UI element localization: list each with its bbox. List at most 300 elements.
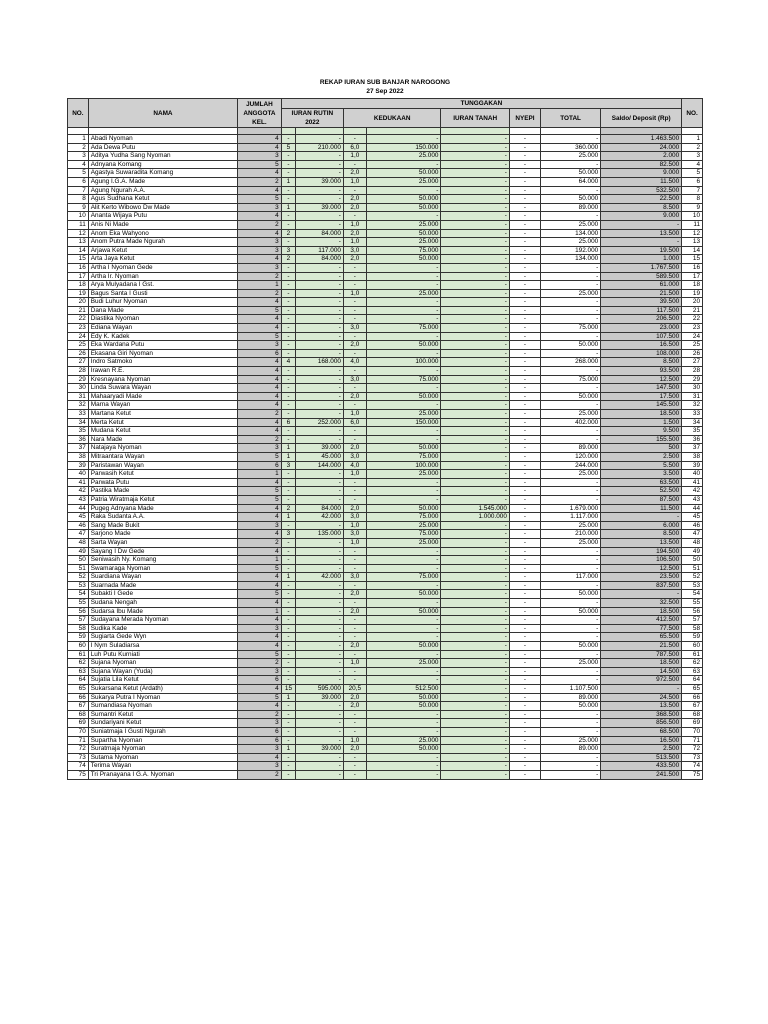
table-row	[68, 452, 703, 461]
cell-total: 360.000	[541, 143, 601, 152]
cell-kedukaan-count: -	[343, 306, 366, 315]
cell-total: -	[541, 281, 601, 290]
cell-nama: Agus Sudhana Ketut	[88, 195, 237, 204]
cell-no: 11	[68, 220, 89, 229]
table-row	[68, 358, 703, 367]
cell-jumlah: 1	[238, 281, 282, 290]
cell-saldo: -	[601, 513, 682, 522]
cell-total: -	[541, 384, 601, 393]
cell-no-right: 63	[682, 667, 703, 676]
cell-iuran-rutin-count: -	[281, 315, 296, 324]
cell-jumlah: 4	[238, 702, 282, 711]
cell-iuran-tanah: -	[441, 727, 509, 736]
cell-iuran-tanah: 1.000.000	[441, 513, 509, 522]
cell-jumlah: 4	[238, 315, 282, 324]
cell-iuran-tanah: -	[441, 650, 509, 659]
cell-saldo: 32.500	[601, 599, 682, 608]
cell-kedukaan-count: 3,0	[343, 513, 366, 522]
cell-kedukaan-count: 1,0	[343, 470, 366, 479]
cell-no-right: 48	[682, 538, 703, 547]
cell-iuran-rutin-amount: -	[296, 195, 344, 204]
cell-no-right: 33	[682, 410, 703, 419]
cell-saldo: 23.000	[601, 324, 682, 333]
cell-saldo: 16.500	[601, 341, 682, 350]
cell-saldo: 117.500	[601, 306, 682, 315]
cell-kedukaan-count: -	[343, 435, 366, 444]
cell-saldo: 13.500	[601, 229, 682, 238]
cell-nyepi: -	[509, 616, 540, 625]
cell-nyepi: -	[509, 685, 540, 694]
cell-jumlah: 4	[238, 401, 282, 410]
cell-kedukaan-count: -	[343, 315, 366, 324]
cell-nyepi: -	[509, 392, 540, 401]
cell-jumlah: 3	[238, 762, 282, 771]
cell-iuran-rutin-amount: 42.000	[296, 513, 344, 522]
cell-saldo: 513.500	[601, 753, 682, 762]
cell-kedukaan-count: 2,0	[343, 745, 366, 754]
cell-kedukaan-amount: 25.000	[366, 152, 441, 161]
cell-nyepi: -	[509, 461, 540, 470]
cell-jumlah: 1	[238, 607, 282, 616]
cell-saldo: 61.000	[601, 281, 682, 290]
cell-iuran-tanah: -	[441, 410, 509, 419]
cell-iuran-rutin-count: -	[281, 538, 296, 547]
cell-nama: Supartha Nyoman	[88, 736, 237, 745]
cell-kedukaan-amount: 25.000	[366, 289, 441, 298]
cell-nyepi: -	[509, 762, 540, 771]
cell-iuran-rutin-amount: -	[296, 590, 344, 599]
cell-kedukaan-count: 3,0	[343, 452, 366, 461]
cell-iuran-tanah: -	[441, 478, 509, 487]
cell-jumlah: 4	[238, 418, 282, 427]
cell-iuran-tanah: -	[441, 418, 509, 427]
cell-nama: Sudayana Merada Nyoman	[88, 616, 237, 625]
cell-iuran-tanah: -	[441, 667, 509, 676]
header-no: NO.	[68, 99, 89, 128]
cell-no: 65	[68, 685, 89, 694]
cell-no: 64	[68, 676, 89, 685]
cell-nyepi: -	[509, 246, 540, 255]
cell-nyepi: -	[509, 186, 540, 195]
cell-iuran-tanah: -	[441, 642, 509, 651]
cell-total: 50.000	[541, 607, 601, 616]
cell-jumlah: 4	[238, 324, 282, 333]
cell-jumlah: 2	[238, 659, 282, 668]
cell-no: 3	[68, 152, 89, 161]
cell-kedukaan-count: 3,0	[343, 530, 366, 539]
cell-total: -	[541, 332, 601, 341]
cell-nyepi: -	[509, 263, 540, 272]
cell-no-right: 23	[682, 324, 703, 333]
cell-total: 64.000	[541, 177, 601, 186]
cell-iuran-tanah: -	[441, 152, 509, 161]
cell-iuran-rutin-count: -	[281, 616, 296, 625]
cell-nyepi: -	[509, 693, 540, 702]
cell-nyepi: -	[509, 590, 540, 599]
cell-saldo: 9.500	[601, 427, 682, 436]
cell-total: -	[541, 710, 601, 719]
cell-no-right: 52	[682, 573, 703, 582]
cell-saldo: 24.500	[601, 693, 682, 702]
cell-no-right: 5	[682, 169, 703, 178]
cell-iuran-rutin-count: -	[281, 727, 296, 736]
cell-no: 16	[68, 263, 89, 272]
cell-kedukaan-count: 2,0	[343, 702, 366, 711]
cell-no-right: 31	[682, 392, 703, 401]
cell-no: 50	[68, 556, 89, 565]
cell-jumlah: 3	[238, 263, 282, 272]
cell-nyepi: -	[509, 642, 540, 651]
cell-nama: Linda Suwara Wayan	[88, 384, 237, 393]
cell-no: 44	[68, 504, 89, 513]
cell-no: 73	[68, 753, 89, 762]
cell-total: 117.000	[541, 573, 601, 582]
cell-iuran-rutin-amount: -	[296, 702, 344, 711]
cell-no-right: 58	[682, 624, 703, 633]
cell-iuran-rutin-count: -	[281, 770, 296, 779]
cell-jumlah: 5	[238, 195, 282, 204]
cell-iuran-rutin-amount: -	[296, 315, 344, 324]
cell-nama: Sang Made Bukit	[88, 521, 237, 530]
cell-total: -	[541, 770, 601, 779]
cell-no-right: 13	[682, 238, 703, 247]
cell-no-right: 73	[682, 753, 703, 762]
cell-jumlah: 4	[238, 504, 282, 513]
cell-total: -	[541, 624, 601, 633]
cell-nyepi: -	[509, 212, 540, 221]
cell-nama: Anom Putra Made Ngurah	[88, 238, 237, 247]
cell-iuran-rutin-count: -	[281, 272, 296, 281]
cell-iuran-rutin-count: -	[281, 599, 296, 608]
cell-kedukaan-count: -	[343, 753, 366, 762]
cell-nama: Diastika Nyoman	[88, 315, 237, 324]
cell-nyepi: -	[509, 659, 540, 668]
cell-kedukaan-amount: -	[366, 727, 441, 736]
cell-nama: Subakti I Gede	[88, 590, 237, 599]
cell-jumlah: 4	[238, 392, 282, 401]
cell-no-right: 68	[682, 710, 703, 719]
cell-iuran-rutin-amount: -	[296, 470, 344, 479]
cell-no-right: 42	[682, 487, 703, 496]
cell-no-right: 56	[682, 607, 703, 616]
cell-iuran-rutin-amount: -	[296, 263, 344, 272]
cell-no: 24	[68, 332, 89, 341]
cell-total: -	[541, 581, 601, 590]
cell-jumlah: 3	[238, 238, 282, 247]
cell-iuran-rutin-amount: -	[296, 633, 344, 642]
cell-no: 23	[68, 324, 89, 333]
header-kedukaan: KEDUKAAN	[343, 109, 441, 128]
cell-iuran-rutin-count: -	[281, 521, 296, 530]
cell-nama: Indro Satmoko	[88, 358, 237, 367]
cell-iuran-rutin-amount: 117.000	[296, 246, 344, 255]
table-row	[68, 667, 703, 676]
cell-iuran-rutin-count: -	[281, 487, 296, 496]
table-row	[68, 135, 703, 144]
cell-iuran-rutin-amount: -	[296, 753, 344, 762]
cell-iuran-rutin-count: 2	[281, 255, 296, 264]
cell-jumlah: 4	[238, 581, 282, 590]
cell-total: -	[541, 478, 601, 487]
cell-no-right: 8	[682, 195, 703, 204]
table-row	[68, 263, 703, 272]
cell-nama: Sujana Nyoman	[88, 659, 237, 668]
cell-iuran-rutin-amount: -	[296, 710, 344, 719]
cell-nama: Ekasana Giri Nyoman	[88, 349, 237, 358]
cell-kedukaan-amount: 50.000	[366, 392, 441, 401]
cell-no-right: 75	[682, 770, 703, 779]
cell-nyepi: -	[509, 332, 540, 341]
cell-iuran-tanah: -	[441, 392, 509, 401]
cell-kedukaan-amount: -	[366, 263, 441, 272]
cell-nama: Merta Ketut	[88, 418, 237, 427]
cell-total: 89.000	[541, 203, 601, 212]
cell-saldo: 155.500	[601, 435, 682, 444]
cell-kedukaan-count: -	[343, 719, 366, 728]
cell-kedukaan-amount: 25.000	[366, 659, 441, 668]
cell-kedukaan-amount: -	[366, 212, 441, 221]
cell-kedukaan-amount: 25.000	[366, 410, 441, 419]
cell-iuran-rutin-count: -	[281, 324, 296, 333]
cell-jumlah: 2	[238, 770, 282, 779]
cell-no-right: 16	[682, 263, 703, 272]
cell-iuran-rutin-count: -	[281, 633, 296, 642]
cell-iuran-rutin-count: -	[281, 719, 296, 728]
cell-kedukaan-count: -	[343, 384, 366, 393]
cell-saldo: 11.500	[601, 177, 682, 186]
cell-iuran-rutin-amount: -	[296, 341, 344, 350]
cell-nama: Mudana Ketut	[88, 427, 237, 436]
spacer-row	[68, 128, 703, 135]
cell-iuran-rutin-count: -	[281, 367, 296, 376]
cell-iuran-rutin-amount: 39.000	[296, 693, 344, 702]
cell-iuran-rutin-count: -	[281, 470, 296, 479]
cell-jumlah: 4	[238, 298, 282, 307]
cell-nama: Ada Dewa Putu	[88, 143, 237, 152]
cell-no: 68	[68, 710, 89, 719]
cell-no: 2	[68, 143, 89, 152]
cell-iuran-rutin-count: -	[281, 160, 296, 169]
cell-no: 1	[68, 135, 89, 144]
cell-iuran-rutin-amount: 42.000	[296, 573, 344, 582]
cell-kedukaan-amount: -	[366, 384, 441, 393]
cell-iuran-tanah: -	[441, 685, 509, 694]
cell-no: 55	[68, 599, 89, 608]
cell-total: -	[541, 547, 601, 556]
cell-no: 72	[68, 745, 89, 754]
cell-nama: Parwasih Ketut	[88, 470, 237, 479]
cell-no: 66	[68, 693, 89, 702]
cell-kedukaan-amount: -	[366, 281, 441, 290]
cell-saldo: 9.000	[601, 212, 682, 221]
cell-no-right: 15	[682, 255, 703, 264]
cell-jumlah: 4	[238, 573, 282, 582]
cell-no: 33	[68, 410, 89, 419]
cell-kedukaan-count: 2,0	[343, 444, 366, 453]
cell-iuran-tanah: -	[441, 444, 509, 453]
cell-jumlah: 5	[238, 306, 282, 315]
cell-no: 38	[68, 452, 89, 461]
cell-no-right: 61	[682, 650, 703, 659]
table-row	[68, 332, 703, 341]
cell-kedukaan-count: -	[343, 762, 366, 771]
cell-kedukaan-count: 2,0	[343, 169, 366, 178]
table-row	[68, 341, 703, 350]
cell-no: 56	[68, 607, 89, 616]
cell-no-right: 21	[682, 306, 703, 315]
cell-total: 50.000	[541, 392, 601, 401]
cell-jumlah: 4	[238, 384, 282, 393]
cell-iuran-rutin-count: -	[281, 547, 296, 556]
cell-iuran-rutin-amount: -	[296, 289, 344, 298]
cell-iuran-rutin-amount: 39.000	[296, 745, 344, 754]
cell-nama: Sudika Kade	[88, 624, 237, 633]
cell-nyepi: -	[509, 547, 540, 556]
table-row	[68, 599, 703, 608]
cell-iuran-rutin-count: -	[281, 384, 296, 393]
cell-no-right: 40	[682, 470, 703, 479]
cell-no: 74	[68, 762, 89, 771]
cell-kedukaan-count: -	[343, 495, 366, 504]
cell-iuran-rutin-count: -	[281, 435, 296, 444]
cell-iuran-rutin-count: -	[281, 401, 296, 410]
cell-kedukaan-amount: 75.000	[366, 573, 441, 582]
cell-nyepi: -	[509, 341, 540, 350]
cell-iuran-rutin-amount: 595.000	[296, 685, 344, 694]
table-row	[68, 160, 703, 169]
cell-no-right: 72	[682, 745, 703, 754]
table-row	[68, 246, 703, 255]
cell-kedukaan-count: 2,0	[343, 590, 366, 599]
cell-kedukaan-amount: 25.000	[366, 470, 441, 479]
cell-no-right: 39	[682, 461, 703, 470]
cell-kedukaan-count: -	[343, 616, 366, 625]
cell-iuran-rutin-amount: 84.000	[296, 229, 344, 238]
cell-nama: Parwata Putu	[88, 478, 237, 487]
cell-iuran-rutin-count: -	[281, 650, 296, 659]
cell-no-right: 12	[682, 229, 703, 238]
cell-no: 20	[68, 298, 89, 307]
cell-kedukaan-amount: -	[366, 478, 441, 487]
cell-kedukaan-amount: -	[366, 332, 441, 341]
cell-saldo: 11.500	[601, 504, 682, 513]
table-row	[68, 564, 703, 573]
cell-kedukaan-amount: -	[366, 599, 441, 608]
cell-iuran-rutin-count: -	[281, 341, 296, 350]
cell-kedukaan-count: 2,0	[343, 693, 366, 702]
cell-iuran-tanah: -	[441, 461, 509, 470]
cell-iuran-rutin-count: 1	[281, 177, 296, 186]
cell-nyepi: -	[509, 624, 540, 633]
cell-iuran-tanah: -	[441, 384, 509, 393]
header-nyepi: NYEPI	[509, 109, 540, 128]
cell-total: -	[541, 315, 601, 324]
cell-iuran-tanah: -	[441, 195, 509, 204]
cell-total: -	[541, 427, 601, 436]
cell-iuran-rutin-count: 15	[281, 685, 296, 694]
cell-no: 60	[68, 642, 89, 651]
cell-kedukaan-count: -	[343, 650, 366, 659]
cell-kedukaan-amount: -	[366, 633, 441, 642]
cell-total: 25.000	[541, 521, 601, 530]
cell-iuran-rutin-count: -	[281, 590, 296, 599]
cell-kedukaan-count: 1,0	[343, 736, 366, 745]
cell-iuran-rutin-amount: -	[296, 401, 344, 410]
cell-iuran-tanah: -	[441, 203, 509, 212]
cell-saldo: 107.500	[601, 332, 682, 341]
cell-no-right: 46	[682, 521, 703, 530]
cell-no-right: 34	[682, 418, 703, 427]
cell-nyepi: -	[509, 410, 540, 419]
table-row	[68, 702, 703, 711]
cell-no: 41	[68, 478, 89, 487]
cell-iuran-tanah: -	[441, 452, 509, 461]
cell-iuran-rutin-amount: -	[296, 186, 344, 195]
cell-kedukaan-count: -	[343, 710, 366, 719]
cell-total: 120.000	[541, 452, 601, 461]
cell-iuran-rutin-amount: 39.000	[296, 203, 344, 212]
cell-nama: Sujana Wayan (Yuda)	[88, 667, 237, 676]
cell-iuran-rutin-count: -	[281, 298, 296, 307]
cell-nama: Edy K. Kadek	[88, 332, 237, 341]
cell-no: 70	[68, 727, 89, 736]
table-row	[68, 650, 703, 659]
table-row	[68, 143, 703, 152]
table-row	[68, 556, 703, 565]
cell-nama: Eka Wardana Putu	[88, 341, 237, 350]
cell-iuran-rutin-amount: -	[296, 547, 344, 556]
cell-nyepi: -	[509, 530, 540, 539]
cell-total: -	[541, 727, 601, 736]
cell-iuran-rutin-count: 3	[281, 246, 296, 255]
cell-no: 14	[68, 246, 89, 255]
cell-kedukaan-count: 3,0	[343, 246, 366, 255]
cell-iuran-rutin-amount: -	[296, 324, 344, 333]
cell-kedukaan-count: -	[343, 676, 366, 685]
cell-kedukaan-count: -	[343, 556, 366, 565]
cell-nama: I Nym Suladiarsa	[88, 642, 237, 651]
cell-iuran-rutin-count: -	[281, 135, 296, 144]
cell-no: 8	[68, 195, 89, 204]
cell-kedukaan-amount: 50.000	[366, 607, 441, 616]
cell-iuran-rutin-count: -	[281, 667, 296, 676]
cell-kedukaan-amount: -	[366, 298, 441, 307]
cell-no-right: 10	[682, 212, 703, 221]
cell-jumlah: 3	[238, 624, 282, 633]
cell-kedukaan-count: 2,0	[343, 255, 366, 264]
cell-nama: Swamaraga Nyoman	[88, 564, 237, 573]
cell-kedukaan-amount: -	[366, 753, 441, 762]
cell-total: -	[541, 349, 601, 358]
cell-nyepi: -	[509, 349, 540, 358]
cell-iuran-tanah: -	[441, 762, 509, 771]
cell-no-right: 18	[682, 281, 703, 290]
table-row	[68, 238, 703, 247]
cell-iuran-tanah: -	[441, 770, 509, 779]
cell-jumlah: 4	[238, 427, 282, 436]
cell-kedukaan-amount: -	[366, 770, 441, 779]
cell-saldo: -	[601, 238, 682, 247]
cell-iuran-tanah: 1.545.000	[441, 504, 509, 513]
cell-iuran-rutin-count: 2	[281, 504, 296, 513]
table-row	[68, 573, 703, 582]
cell-jumlah: 3	[238, 745, 282, 754]
cell-jumlah: 6	[238, 736, 282, 745]
cell-total: 268.000	[541, 358, 601, 367]
cell-iuran-rutin-amount: -	[296, 238, 344, 247]
cell-kedukaan-count: -	[343, 298, 366, 307]
cell-iuran-tanah: -	[441, 186, 509, 195]
